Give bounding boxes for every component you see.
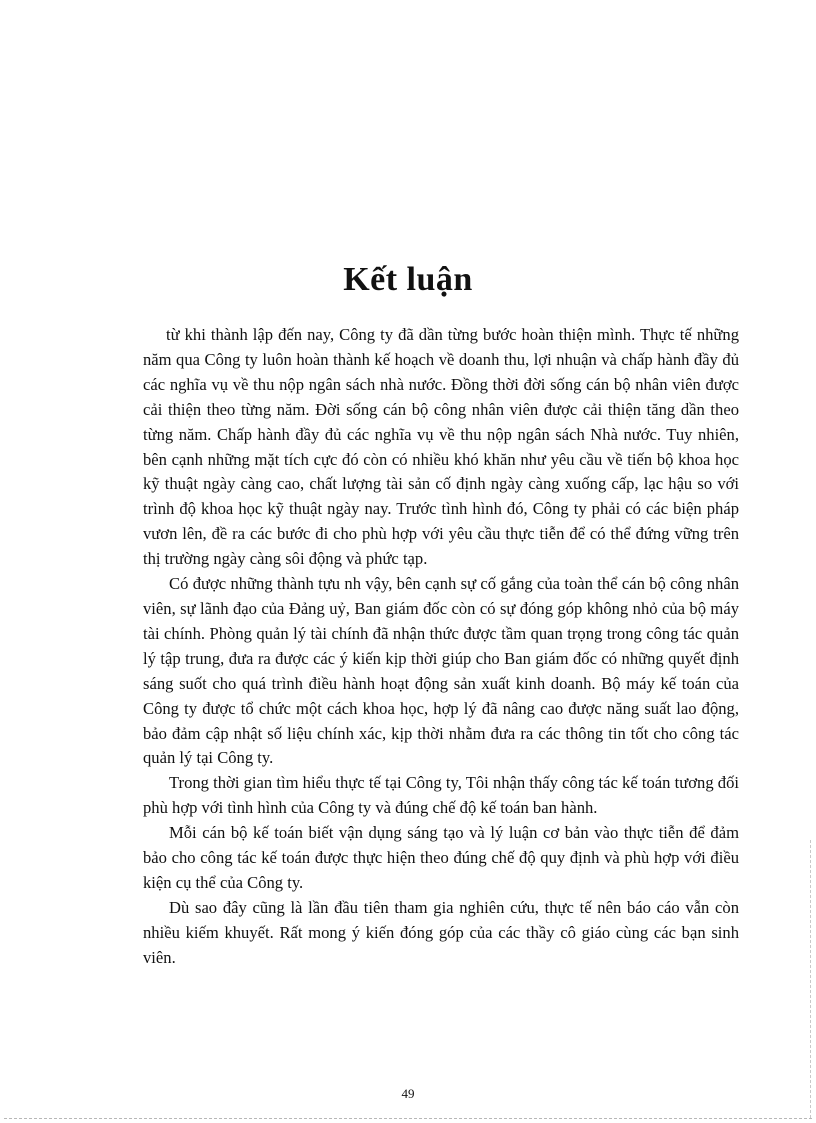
paragraph-5: Dù sao đây cũng là lần đầu tiên tham gia nghiên cứu, thực tế nên báo cáo vẫn còn nhiều kiếm khuyết. Rất mong ý kiến đóng góp của các thầy cô giáo cùng các bạn sinh viên.: [143, 897, 739, 967]
paragraph-1: từ khi thành lập đến nay, Công ty đã dần từng bước hoàn thiện mình. Thực tế những năm qua Công ty luôn hoàn thành kế hoạch về doanh thu, lợi nhuận và chấp hành đầy đủ các nghĩa vụ về thu nộp ngân sách nhà nước. Đồng thời đời sống cán bộ nhân viên được cải thiện theo từng năm. Đời sống cán bộ công nhân viên được cải thiện tăng dần theo từng năm. Chấp hành đầy đủ các nghĩa vụ về thu nộp ngân sách Nhà nước. Tuy nhiên, bên cạnh những mặt tích cực đó còn có nhiều khó khăn như yêu cầu về tiến bộ khoa học kỹ thuật ngày càng cao, chất lượng tài sản cố định ngày càng xuống cấp, lạc hậu so với trình độ khoa học kỹ thuật ngày nay. Trước tình hình đó, Công ty phải có các biện pháp vươn lên, đề ra các bước đi cho phù hợp với yêu cầu thực tiễn để có thể đứng vững trên thị trường ngày càng sôi động và phức tạp.: [143, 325, 739, 569]
page-number: 49: [401, 1086, 415, 1101]
paragraph-3: Trong thời gian tìm hiểu thực tế tại Công ty, Tôi nhận thấy công tác kế toán tương đối phù hợp với tình hình của Công ty và đúng chế độ kế toán ban hành.: [143, 773, 739, 818]
body-text: [143, 323, 739, 971]
paragraph-4: Mỗi cán bộ kế toán biết vận dụng sáng tạo và lý luận cơ bản vào thực tiễn để đảm bảo cho công tác kế toán được thực hiện theo đúng chế độ quy định và phù hợp với điều kiện cụ thể của Công ty.: [143, 823, 739, 892]
page-border-bottom: [4, 1118, 812, 1119]
paragraph-2: Có được những thành tựu nh vậy, bên cạnh sự cố gắng của toàn thể cán bộ công nhân viên, sự lãnh đạo của Đảng uỷ, Ban giám đốc còn có sự đóng góp không nhỏ của bộ máy tài chính. Phòng quản lý tài chính đã nhận thức được tầm quan trọng trong công tác quản lý tập trung, đưa ra được các ý kiến kịp thời giúp cho Ban giám đốc có những quyết định sáng suốt cho quá trình điều hành hoạt động sản xuất kinh doanh. Bộ máy kế toán của Công ty được tổ chức một cách khoa học, hợp lý đã nâng cao được năng suất lao động, bảo đảm cập nhật số liệu chính xác, kịp thời nhằm đưa ra các thông tin tốt cho công tác quản lý tại Công ty.: [143, 574, 739, 768]
page-border-right: [810, 840, 811, 1118]
page-title: Kết luận: [343, 261, 473, 298]
